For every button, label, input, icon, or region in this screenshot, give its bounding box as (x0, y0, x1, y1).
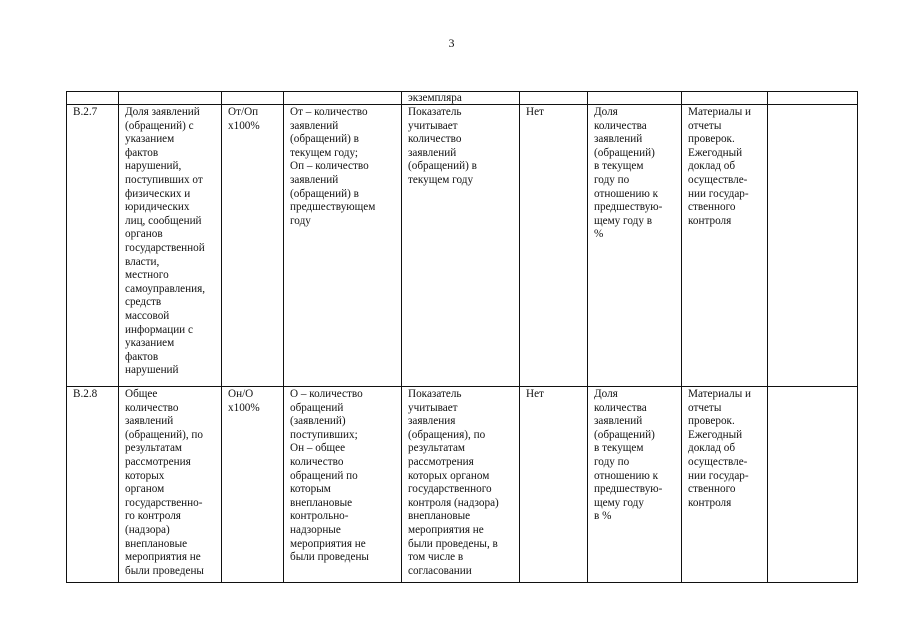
cell-line: учитывает (408, 119, 458, 132)
cell-line: х100% (228, 119, 260, 132)
cell-line: надзорные (290, 523, 341, 536)
formula-cell (222, 387, 284, 583)
cell-line: государственно- (125, 496, 203, 509)
continuation-cell (520, 92, 588, 105)
note-cell (402, 105, 520, 387)
cell-line: в текущем (594, 442, 644, 455)
cell-line: нии государ- (688, 187, 749, 200)
cell-line: Нет (526, 388, 544, 400)
extra-cell (768, 105, 858, 387)
cell-line: средств (125, 296, 162, 309)
cell-line: проверок. (688, 415, 735, 428)
cell-line: мероприятия не (125, 551, 201, 564)
continuation-cell (682, 92, 768, 105)
cell-line: количество (125, 401, 179, 414)
cell-line: Материалы и (688, 388, 752, 400)
cell-line: рассмотрения (408, 455, 474, 468)
table-row (67, 105, 858, 387)
cell-line: (обращений), по (125, 428, 204, 441)
cell-line: году по (594, 173, 630, 186)
note-cell (402, 387, 520, 583)
cell-line: массовой (125, 309, 170, 322)
variables-cell (284, 105, 402, 387)
cell-line: ственного (688, 201, 736, 214)
cell-line: заявлений (290, 173, 339, 186)
cell-line: Доля (594, 388, 618, 400)
cell-line: % (594, 228, 604, 241)
continuation-cell: экземпляра (402, 92, 520, 105)
cell-line: том числе в (408, 551, 464, 564)
cell-line: Материалы и (688, 106, 752, 118)
cell-line: Показатель (408, 106, 462, 118)
cell-line: году по (594, 455, 630, 468)
cell-line: юридических (125, 201, 190, 214)
cell-line: предшествующем (290, 201, 376, 214)
cell-line: контрольно- (290, 510, 349, 523)
cell-line: ственного (688, 483, 736, 496)
cell-line: Доля заявлений (125, 106, 200, 118)
cell-line: органов (125, 228, 163, 241)
flag-cell (520, 105, 588, 387)
cell-line: О – количество (290, 388, 363, 400)
target-cell (588, 387, 682, 583)
cell-line: результатам (408, 442, 466, 455)
cell-line: (обращений) (594, 428, 655, 441)
cell-line: заявлений (290, 119, 339, 132)
cell-line: Нет (526, 106, 544, 118)
cell-line: доклад об (688, 160, 736, 173)
cell-line: указанием (125, 133, 175, 146)
cell-line: которым (290, 483, 331, 496)
cell-line: осуществле- (688, 455, 748, 468)
source-cell (682, 105, 768, 387)
source-cell (682, 387, 768, 583)
cell-line: контроля (688, 496, 732, 509)
cell-line: (обращений) в (408, 160, 477, 173)
table-body (67, 92, 858, 583)
continuation-cell (588, 92, 682, 105)
cell-line: которых (125, 469, 165, 482)
cell-line: нарушений, (125, 160, 182, 173)
cell-line: Он/О (228, 388, 254, 400)
continuation-cell (119, 92, 222, 105)
cell-line: указанием (125, 337, 175, 350)
continuation-cell (67, 92, 119, 105)
cell-line: самоуправления, (125, 282, 206, 295)
cell-line: доклад об (688, 442, 736, 455)
cell-line: щему году в (594, 214, 652, 227)
flag-cell (520, 387, 588, 583)
indicator-code-cell: В.2.7 (67, 105, 119, 387)
cell-line: внеплановые (290, 496, 353, 509)
cell-line: были проведены (290, 551, 369, 564)
cell-line: Показатель (408, 388, 462, 400)
cell-line: поступивших; (290, 428, 358, 441)
cell-line: заявлений (594, 415, 643, 428)
cell-line: учитывает (408, 401, 458, 414)
cell-line: согласовании (408, 564, 472, 577)
cell-line: го контроля (125, 510, 181, 523)
indicator-table (66, 91, 858, 583)
cell-line: в текущем (594, 160, 644, 173)
continuation-row (67, 92, 858, 105)
cell-line: количество (408, 133, 462, 146)
cell-line: органом (125, 483, 165, 496)
cell-line: были проведены (125, 564, 204, 577)
cell-line: контроля (688, 214, 732, 227)
cell-line: мероприятия не (290, 537, 366, 550)
extra-cell (768, 387, 858, 583)
cell-line: отношению к (594, 187, 659, 200)
cell-line: рассмотрения (125, 455, 191, 468)
cell-line: в % (594, 510, 612, 523)
indicator-name-cell (119, 387, 222, 583)
cell-line: были проведены, в (408, 537, 498, 550)
continuation-cell (284, 92, 402, 105)
cell-line: заявлений (594, 133, 643, 146)
cell-line: (надзора) (125, 523, 170, 536)
continuation-cell (768, 92, 858, 105)
cell-line: (заявлений) (290, 415, 346, 428)
cell-line: количества (594, 119, 647, 132)
cell-line: фактов (125, 350, 159, 363)
cell-line: году (290, 214, 311, 227)
table-row (67, 387, 858, 583)
cell-line: предшествую- (594, 201, 663, 214)
cell-line: (обращений) в (290, 133, 359, 146)
cell-line: государственной (125, 241, 205, 254)
cell-line: нии государ- (688, 469, 749, 482)
cell-line: щему году (594, 496, 644, 509)
cell-line: предшествую- (594, 483, 663, 496)
cell-line: Доля (594, 106, 618, 118)
cell-line: обращений (290, 401, 344, 414)
cell-line: местного (125, 269, 169, 282)
cell-line: результатам (125, 442, 183, 455)
cell-line: (обращений) (594, 146, 655, 159)
formula-cell (222, 105, 284, 387)
cell-line: текущем году (408, 173, 474, 186)
indicator-code-cell: В.2.8 (67, 387, 119, 583)
cell-line: осуществле- (688, 173, 748, 186)
cell-line: текущем году; (290, 146, 359, 159)
cell-line: Ежегодный (688, 428, 743, 441)
cell-line: нарушений (125, 364, 179, 377)
cell-line: информации с (125, 323, 193, 336)
cell-line: проверок. (688, 133, 735, 146)
cell-line: фактов (125, 146, 159, 159)
cell-line: отношению к (594, 469, 659, 482)
cell-line: (обращения), по (408, 428, 486, 441)
cell-line: отчеты (688, 119, 722, 132)
indicator-name-cell (119, 105, 222, 387)
cell-line: х100% (228, 401, 260, 414)
cell-line: От – количество (290, 106, 368, 118)
cell-line: Ежегодный (688, 146, 743, 159)
cell-line: Оп – количество (290, 160, 369, 173)
cell-line: отчеты (688, 401, 722, 414)
cell-line: внеплановые (125, 537, 188, 550)
cell-line: внеплановые (408, 510, 471, 523)
cell-line: власти, (125, 255, 160, 268)
cell-line: От/Оп (228, 106, 259, 118)
cell-line: Общее (125, 388, 158, 400)
cell-line: заявлений (408, 146, 457, 159)
cell-line: мероприятия не (408, 523, 484, 536)
cell-line: лиц, сообщений (125, 214, 202, 227)
cell-line: физических и (125, 187, 191, 200)
cell-line: количества (594, 401, 647, 414)
cell-line: которых органом (408, 469, 490, 482)
target-cell (588, 105, 682, 387)
cell-line: обращений по (290, 469, 358, 482)
cell-line: заявлений (125, 415, 174, 428)
cell-line: поступивших от (125, 173, 203, 186)
cell-line: количество (290, 455, 344, 468)
variables-cell (284, 387, 402, 583)
continuation-cell (222, 92, 284, 105)
page-number: 3 (448, 36, 455, 50)
cell-line: (обращений) с (125, 119, 194, 132)
cell-line: заявления (408, 415, 456, 428)
cell-line: Он – общее (290, 442, 346, 455)
cell-line: (обращений) в (290, 187, 359, 200)
cell-line: контроля (надзора) (408, 496, 499, 509)
cell-line: государственного (408, 483, 492, 496)
